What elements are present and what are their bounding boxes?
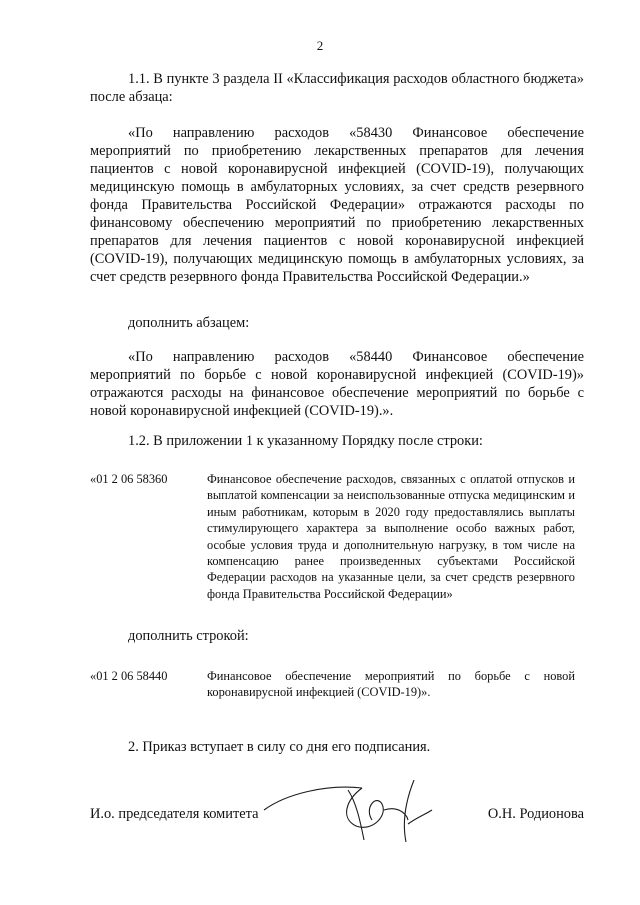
- paragraph-add-abzac: дополнить абзацем:: [128, 315, 250, 331]
- quoted-paragraph-58430: «По направлению расходов «58430 Финансовое обеспечение мероприятий по приобретению лекарственных препаратов для лечения пациентов с новой коронавирусной инфекцией (COVID-19), получающих медицинскую помощь в амбулаторных условиях, за счет средств резервного фонда Правительства Российской Федерации» отражаются расходы по финансовому обеспечению мероприятий по приобретению лекарственных препаратов для лечения пациентов с новой коронавирусной инфекцией (COVID-19), получающих медицинскую помощь в амбулаторных условиях, за счет средств резервного фонда Правительства Российской Федерации.»: [90, 125, 584, 285]
- row-1-code: «01 2 06 58360: [90, 472, 168, 486]
- row-1-description: Финансовое обеспечение расходов, связанных с оплатой отпусков и выплатой компенсации за неиспользованные отпуска медицинским и иным работникам, которым в 2020 году предоставлялись выплаты стимулирующего характера за выполнение особо важных работ, особые условия труда и дополнительную нагрузку, в том числе на компенсацию ранее произведенных субъектами Российской Федерации расходов на указанные цели, за счет средств резервного фонда Правительства Российской Федерации»: [207, 472, 575, 601]
- signatory-title: И.о. председателя комитета: [90, 806, 259, 822]
- paragraph-1-1: 1.1. В пункте 3 раздела II «Классификация расходов областного бюджета» после абзаца:: [90, 71, 584, 105]
- paragraph-2: 2. Приказ вступает в силу со дня его подписания.: [128, 739, 431, 755]
- paragraph-1-2: 1.2. В приложении 1 к указанному Порядку после строки:: [128, 433, 483, 449]
- signatory-name: О.Н. Родионова: [487, 806, 584, 822]
- row-2-description: Финансовое обеспечение мероприятий по борьбе с новой коронавирусной инфекцией (COVID-19)».: [207, 669, 575, 700]
- paragraph-add-line: дополнить строкой:: [128, 628, 249, 644]
- handwritten-signature: [256, 780, 446, 850]
- row-2-code: «01 2 06 58440: [90, 669, 168, 683]
- quoted-paragraph-58440: «По направлению расходов «58440 Финансовое обеспечение мероприятий по борьбе с новой коронавирусной инфекцией (COVID-19)» отражаются расходы на финансовое обеспечение мероприятий по борьбе с новой коронавирусной инфекцией (COVID-19).».: [90, 349, 584, 419]
- page-number: 2: [316, 38, 324, 53]
